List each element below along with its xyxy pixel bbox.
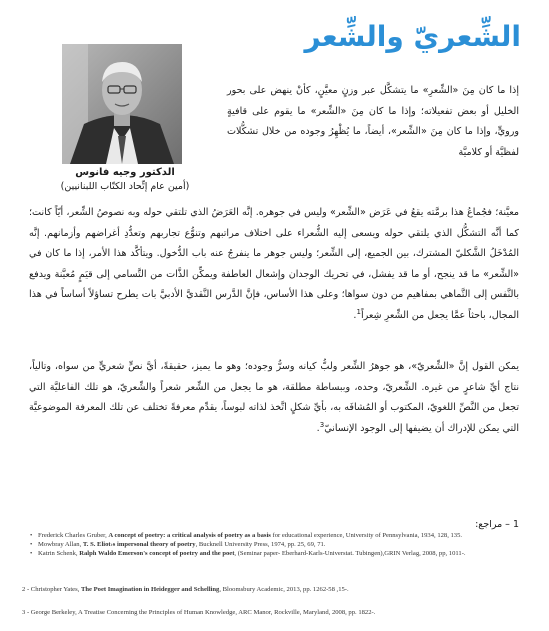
author-name: الدكتور وجيه فانوس (75, 167, 175, 178)
paragraph-3-text: يمكن القول إنَّ «الشِّعريّ»، هو جوهرُ الشِّعر ولبُّ كيانه وسرُّ وجوده؛ وهو ما يميز، حقيقةً، أيَّ نصٍّ شعريٍّ من سواه، وتالياً، نتاج أيِّ شاعرٍ من غيره. الشِّعريّ، وحده، وببساطة مطلقة، هو ما يجعل من الشِّعر شعراً والشِّعريّ، هو تلك الفاعليَّة التي تجعل من النَّصِّ اللغويّ، المكتوب أو المُشافَه به، بأيِّ شكلٍ اتَّخذ لذاته لبوساً، يقدِّم معرفةً تختلف عن تلك المعرفة الموضوعيَّة التي يمكن للإدراك أن يضيفها إلى الوجود الإنسانيّ (29, 361, 519, 434)
author-photo-icon (62, 44, 182, 164)
reference-2: 2 - Christopher Yates, The Poet Imagination in Heidegger and Schelling, Bloomsbury Academic, 2013, pp. 1262-58 ,15-. (22, 586, 349, 593)
footnote-marker-2[interactable]: 3 (319, 420, 325, 429)
paragraph-2-text: معيَّنة؛ فجُماعُ هذا برمَّته يقعُ في عَرَض «الشِّعر» وليس في جوهره. إنَّه العَرَضُ الذي تلتقي حوله وبه نصوصُ الشِّعر، أيّاً كانت؛ كما أنَّه التشكُّل الذي يلتقي حوله ويسعى إليه الشُّعراء على اختلاف مراتبهم وتنوُّع تجاربهم وتعدُّدِ أغراضهم وأزمانهم. إنَّه المُدْخَلُ الشَّكليّ المشترك، بين الجميع، إلى الشِّعر؛ وليس جوهر ما ينفرجُ عنه باب الدُّخول. ويتأكَّد هذا الأمر، إذا ما كان في «الشِّعر» ما قد ينجح، أو ما قد يفشل، في تحريك الوجدان وإشعال العاطفة ويمكِّن الذَّات من التَّسامي إلى قيَمٍ مُعيَّنة ويدفع بالنَّفس إلى التَّماهي بمفاهيم من دون سواها؛ وعلى هذا الأساس، فإنَّ الدَّرس النَّقديَّ الأدبيَّ بات يطرح تساؤلاً أساساً في هذا المجال، باحثاً عمَّا يجعل من الشِّعرِ شِعراً (29, 207, 519, 321)
author-role: (أمين عام إتِّحاد الكتّاب اللبنانيين) (60, 181, 190, 192)
page-title: الشِّعريّ والشِّعر (304, 20, 521, 53)
reference-1-list (30, 531, 520, 558)
paragraph-2: معيَّنة؛ فجُماعُ هذا برمَّته يقعُ في عَرَض «الشِّعر» وليس في جوهره. إنَّه العَرَضُ الذي تلتقي حوله وبه نصوصُ الشِّعر، أيّاً كانت؛ كما أنَّه التشكُّل الذي يلتقي حوله ويسعى إليه الشُّعراء على اختلاف مراتبهم وتنوُّع تجاربهم وتعدُّدِ أغراضهم وأزمانهم. إنَّه المُدْخَلُ الشَّكليّ المشترك، بين الجميع، إلى الشِّعر؛ وليس جوهر ما ينفرجُ عنه باب الدُّخول. ويتأكَّد هذا الأمر، إذا ما كان في «الشِّعر» ما قد ينجح، أو ما قد يفشل، في تحريك الوجدان وإشعال العاطفة ويمكِّن الذَّات من التَّسامي إلى قيَمٍ مُعيَّنة ويدفع بالنَّفس إلى التَّماهي بمفاهيم من دون سواها؛ وعلى هذا الأساس، فإنَّ الدَّرس النَّقديَّ الأدبيَّ بات يطرح تساؤلاً أساساً في هذا المجال، باحثاً عمَّا يجعل من الشِّعرِ شِعراً$^1$. (29, 207, 519, 321)
author-portrait (62, 44, 182, 164)
paragraph-1: إذا ما كان مِنَ «الشِّعرِ» ما يتشكَّل عبر وزنٍ معيَّنٍ، كأنْ ينهض على بحور الخليل أو بعض تفعيلاته؛ وإذا ما كان مِنَ «الشِّعر» ما يقوم على قافيةٍ ورويٍّ، وإذا ما كان مِنَ «الشِّعر»، أيضاً، ما يُظْهِرُ وجوده من خلال تشكُّلات لفظيَّة أو كلاميَّة (227, 85, 519, 158)
reference-3: 3 - George Berkeley, A Treatise Concerning the Principles of Human Knowledge, ARC Manor, Rockville, Maryland, 2008, pp. 1822-. (22, 609, 376, 616)
references-heading: 1 – مراجع: (475, 519, 519, 530)
reference-item: • Mowbray Allan, T. S. Eliot›s impersonal theory of poetry, Bucknell University Press, 1974, pp. 25, 69, 71. (30, 540, 520, 549)
paragraph-3: يمكن القول إنَّ «الشِّعريّ»، هو جوهرُ الشِّعر ولبُّ كيانه وسرُّ وجوده؛ وهو ما يميز، حقيقةً، أيَّ نصٍّ شعريٍّ من سواه، وتالياً، نتاج أيِّ شاعرٍ من غيره. الشِّعريّ، وحده، وببساطة مطلقة، هو ما يجعل من الشِّعر شعراً والشِّعريّ، هو تلك الفاعليَّة التي تجعل من النَّصِّ اللغويّ، المكتوب أو المُشافَه به، بأيِّ شكلٍ اتَّخذ لذاته لبوساً، يقدِّم معرفةً تختلف عن تلك المعرفة الموضوعيَّة التي يمكن للإدراك أن يضيفها إلى الوجود الإنسانيّ$^3$. (29, 361, 519, 434)
reference-item: • Katrin Schenk, Ralph Waldo Emerson's concept of poetry and the poet, (Seminar paper- Eberhard-Karls-Universtat. Tubingen),GRIN Verlag, 2008, pp, 1011-. (30, 549, 520, 558)
footnote-marker-1[interactable]: 1 (356, 307, 361, 316)
reference-item: • Frederick Charles Gruber, A concept of poetry: a critical analysis of poetry as a basis for educational experience, University of Pennsylvania, 1934, 128, 135. (30, 531, 520, 540)
